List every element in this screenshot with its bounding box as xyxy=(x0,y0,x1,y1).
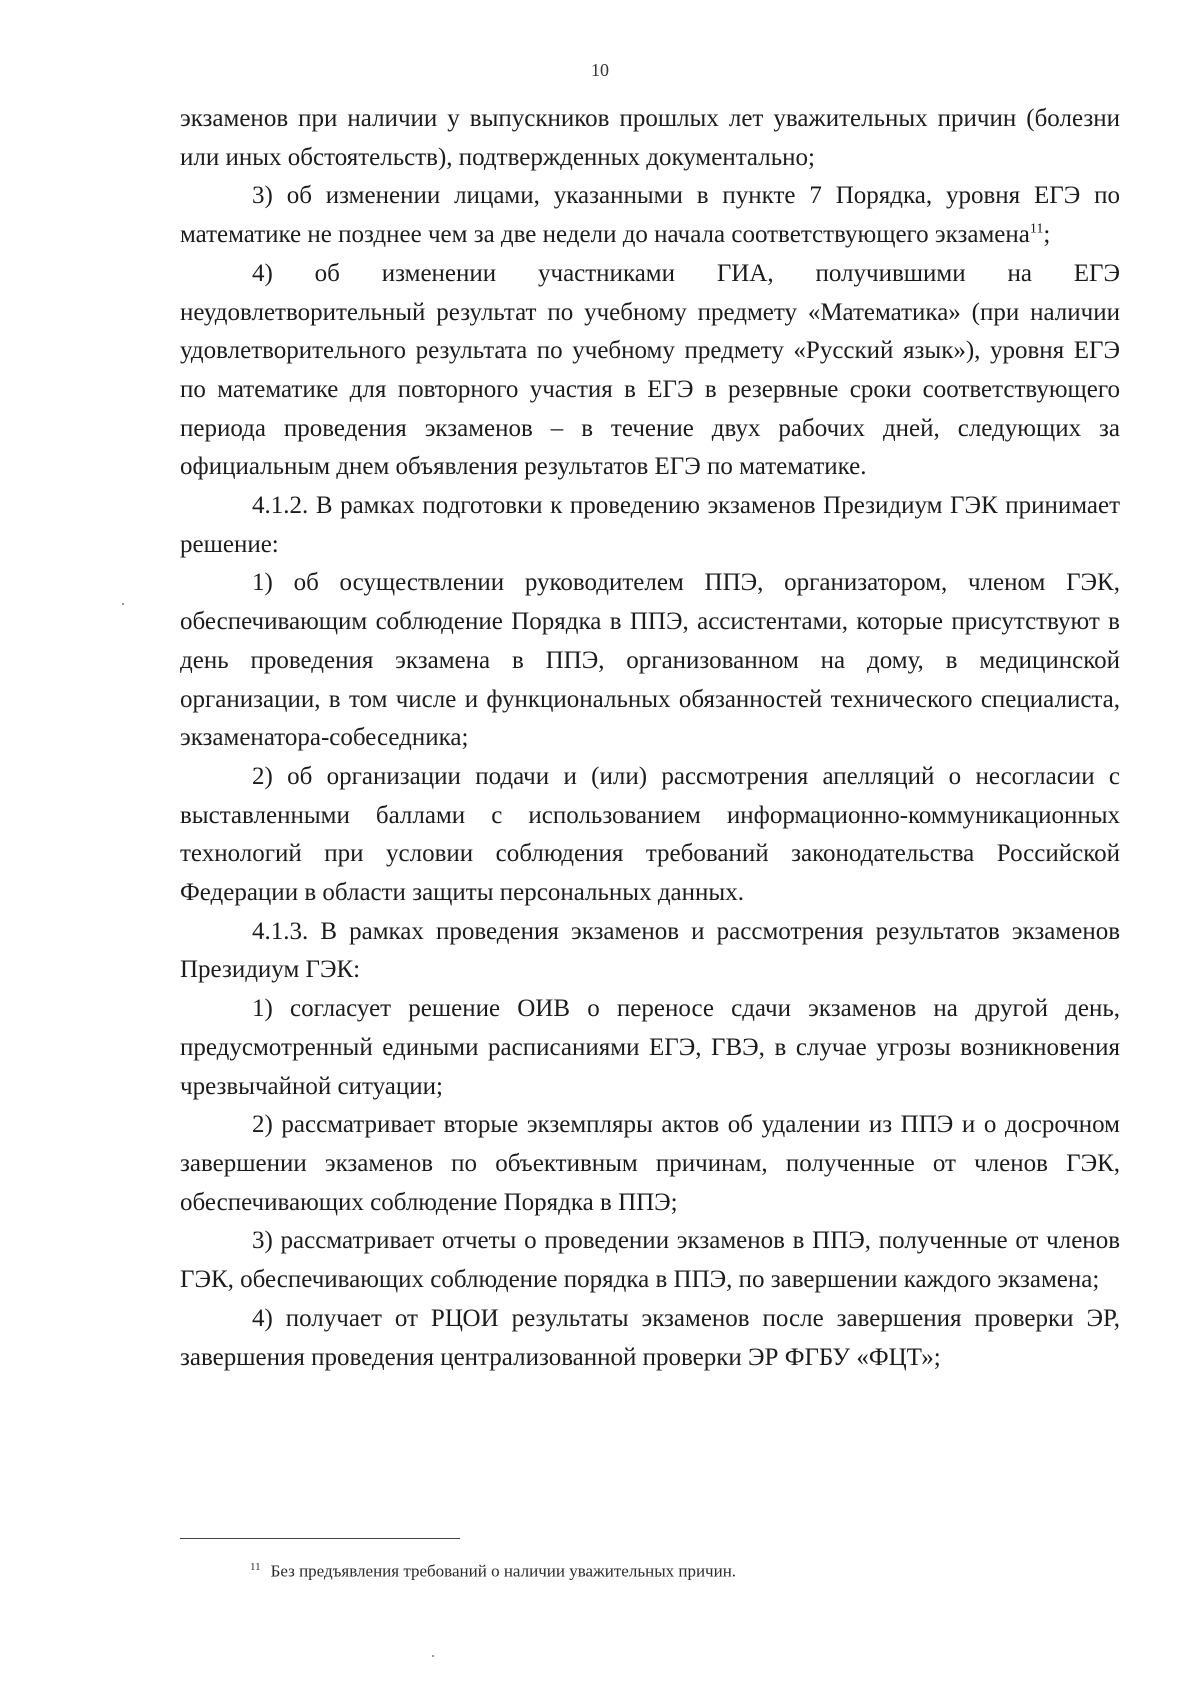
paragraph-item-3-text: 3) об изменении лицами, указанными в пункте 7 Порядка, уровня ЕГЭ по математике не позднее чем за две недели до начала соответствующего экзамена xyxy=(180,182,1120,249)
paragraph-4-1-2-item-1: 1) об осуществлении руководителем ППЭ, организатором, членом ГЭК, обеспечивающим соблюдение Порядка в ППЭ, ассистентами, которые присутствуют в день проведения экзамена в ППЭ, организованном на дому, в медицинской организации, в том числе и функциональных обязанностей технического специалиста, экзаменатора-собеседника; xyxy=(180,569,1120,752)
page-number: 10 xyxy=(591,60,609,80)
footnote-number: 11 xyxy=(250,1561,261,1573)
paragraph-section-4-1-3: 4.1.3. В рамках проведения экзаменов и рассмотрения результатов экзаменов Президиум ГЭК: xyxy=(180,917,1120,984)
paragraph-section-4-1-2: 4.1.2. В рамках подготовки к проведению экзаменов Президиум ГЭК принимает решение: xyxy=(180,492,1120,558)
scan-speck xyxy=(432,1655,434,1657)
footnote-reference: 11 xyxy=(1029,221,1044,237)
scan-speck xyxy=(122,603,124,605)
paragraph-item-3-end: ; xyxy=(1043,221,1051,249)
paragraph-4-1-3-item-3: 3) рассматривает отчеты о проведении экзаменов в ППЭ, полученные от членов ГЭК, обеспечивающих соблюдение порядка в ППЭ, по завершении каждого экзамена; xyxy=(180,1227,1120,1294)
footnote-text: Без предъявления требований о наличии уважительных причин. xyxy=(270,1561,737,1581)
paragraph-item-4: 4) об изменении участниками ГИА, получившими на ЕГЭ неудовлетворительный результат по учебному предмету «Математика» (при наличии удовлетворительного результата по учебному предмету «Русский язык»), уровня ЕГЭ по математике для повторного участия в ЕГЭ в резервные сроки соответствующего периода проведения экзаменов – в течение двух рабочих дней, следующих за официальным днем объявления результатов ЕГЭ по математике. xyxy=(180,259,1120,481)
paragraph-4-1-3-item-2: 2) рассматривает вторые экземпляры актов об удалении из ППЭ и о досрочном завершении экзаменов по объективным причинам, полученные от членов ГЭК, обеспечивающих соблюдение Порядка в ППЭ; xyxy=(180,1111,1120,1216)
paragraph-4-1-2-item-2: 2) об организации подачи и (или) рассмотрения апелляций о несогласии с выставленными баллами с использованием информационно-коммуникационных технологий при условии соблюдения требований законодательства Российской Федерации в области защиты персональных данных. xyxy=(180,762,1120,907)
footnote xyxy=(250,1556,1110,1583)
paragraph-4-1-3-item-1: 1) согласует решение ОИВ о переносе сдачи экзаменов на другой день, предусмотренный едиными расписаниями ЕГЭ, ГВЭ, в случае угрозы возникновения чрезвычайной ситуации; xyxy=(180,995,1120,1100)
paragraph-4-1-3-item-4: 4) получает от РЦОИ результаты экзаменов после завершения проверки ЭР, завершения проведения централизованной проверки ЭР ФГБУ «ФЦТ»; xyxy=(180,1304,1120,1371)
document-body xyxy=(180,100,1120,1377)
paragraph-continuation: экзаменов при наличии у выпускников прошлых лет уважительных причин (болезни или иных обстоятельств), подтвержденных документально; xyxy=(180,105,1120,171)
footnote-separator xyxy=(180,1538,460,1539)
paragraph-item-3 xyxy=(180,177,1120,254)
